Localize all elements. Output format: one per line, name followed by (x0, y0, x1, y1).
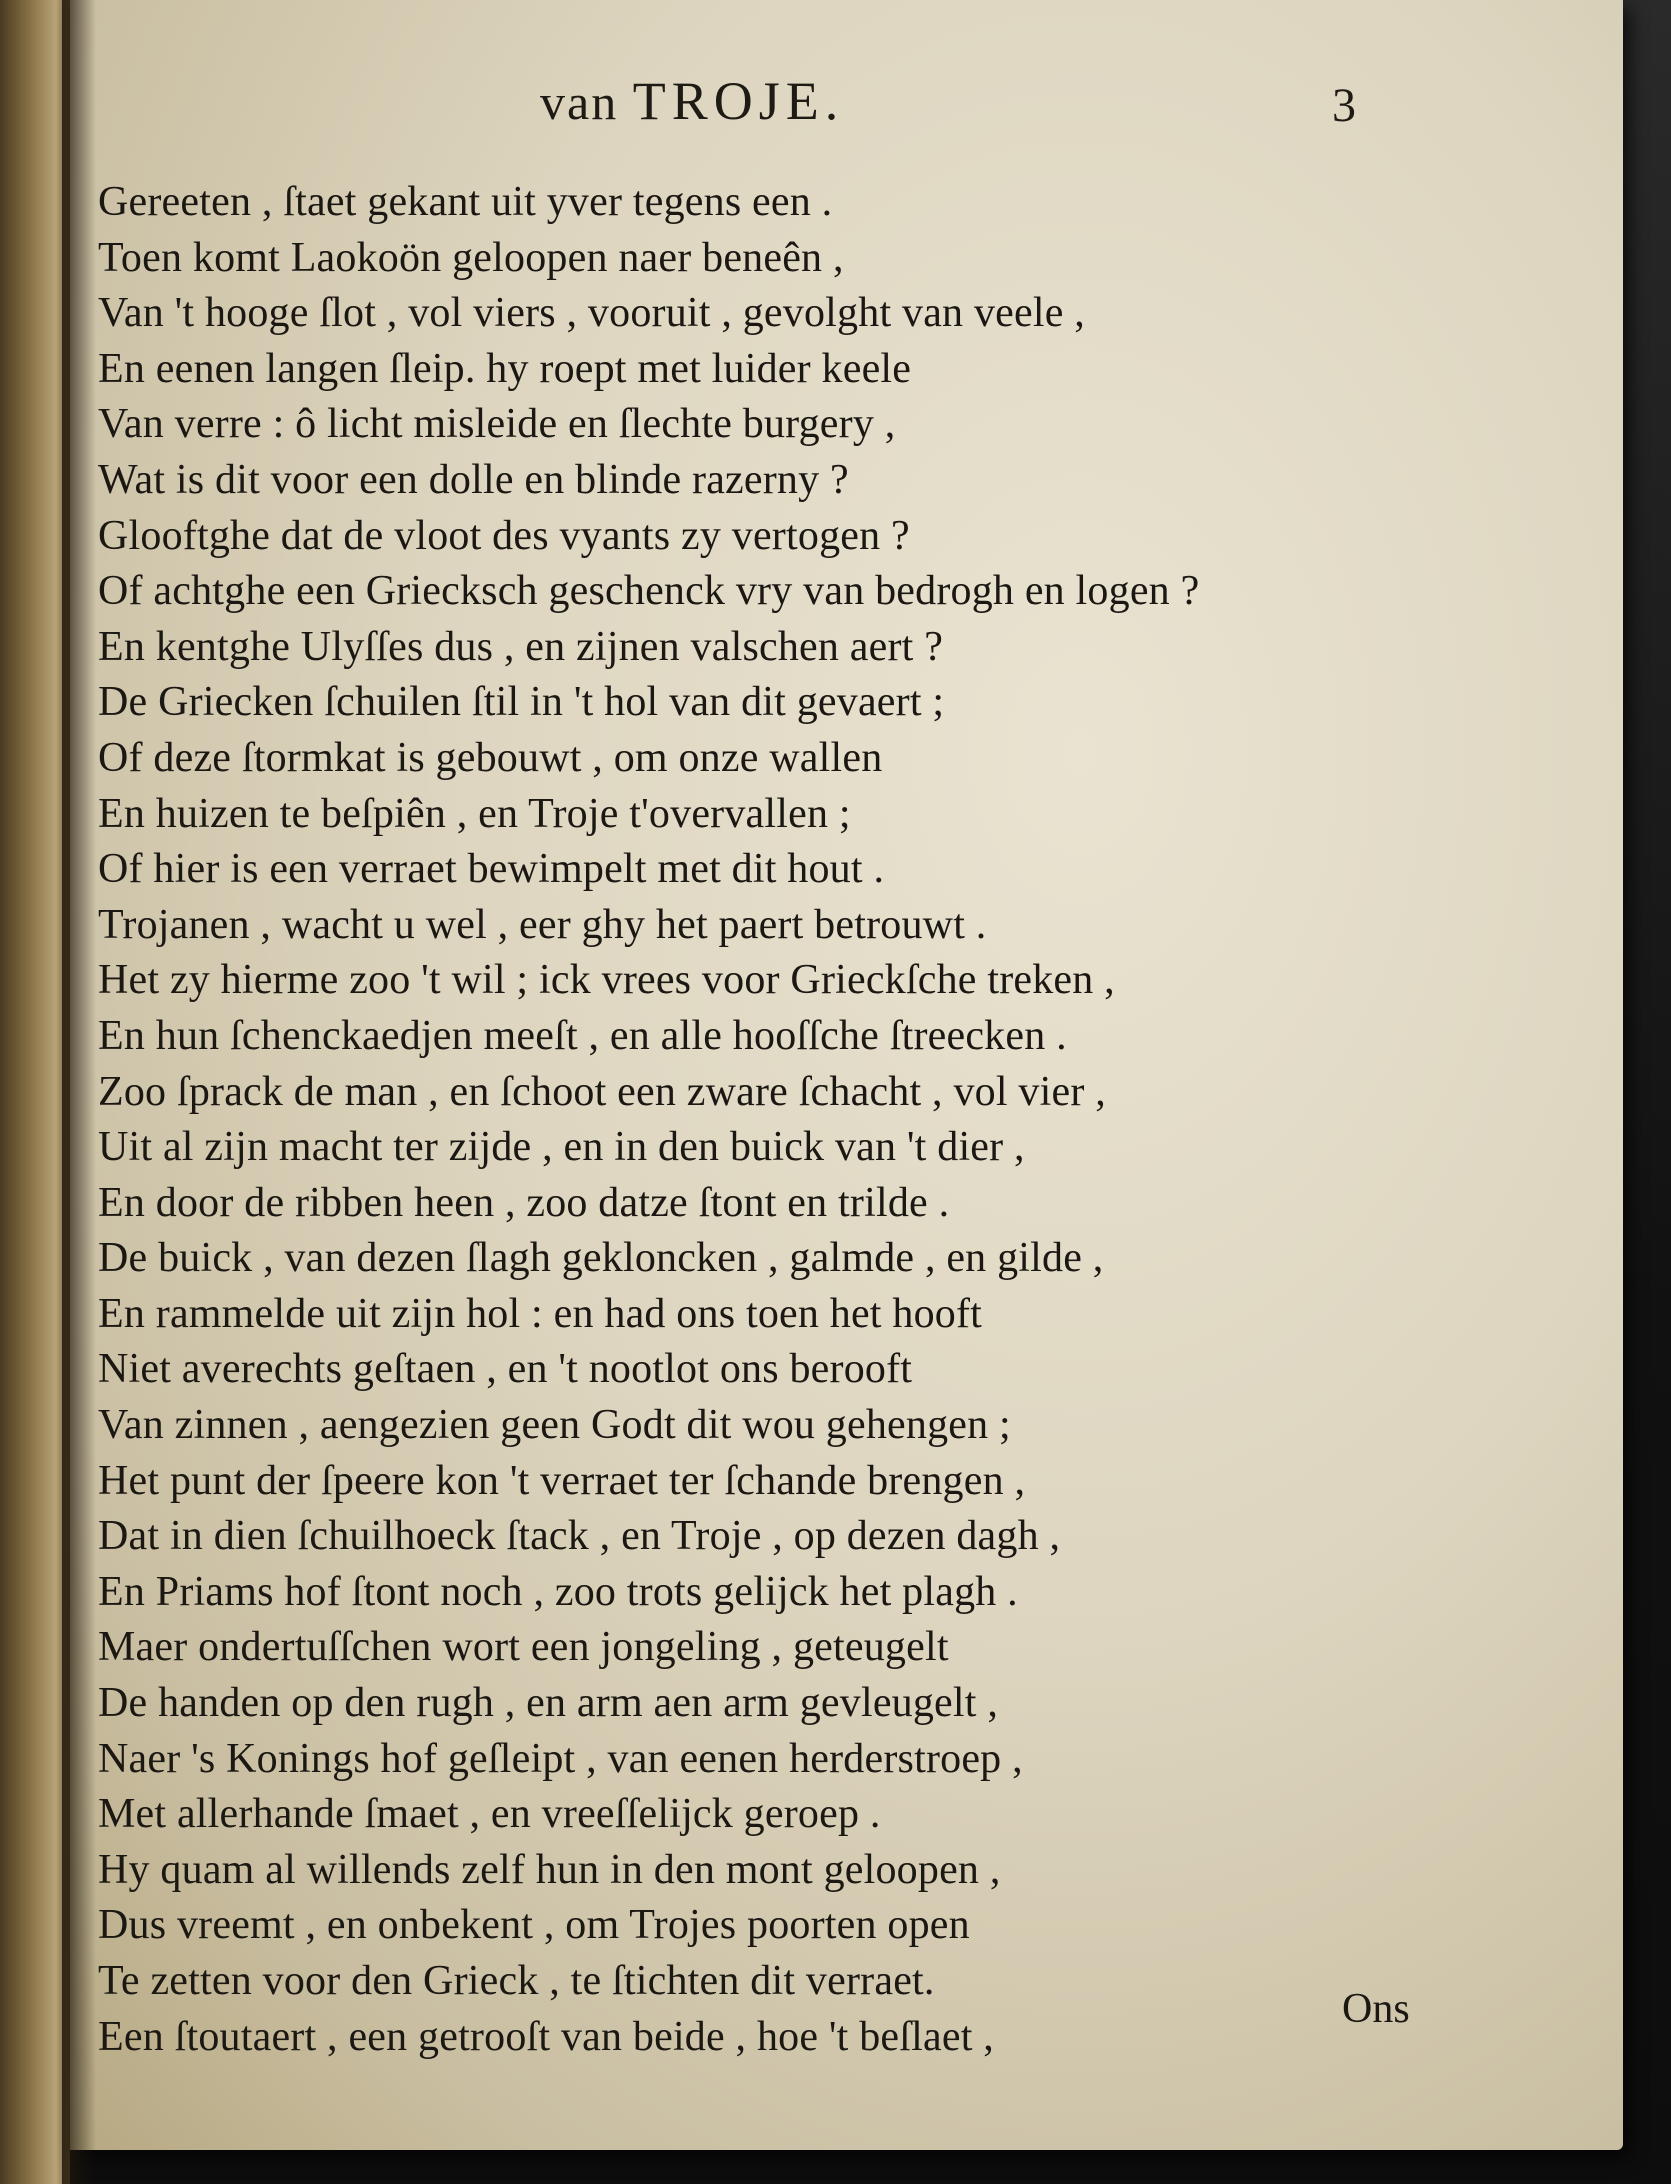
verse-text (98, 175, 1358, 2065)
verse-line: Toen komt Laokoön geloopen naer beneên , (98, 234, 844, 281)
verse-line: Het punt der ſpeere kon 't verraet ter ſchande brengen , (98, 1457, 1026, 1504)
verse-line: En eenen langen ſleip. hy roept met luider keele (98, 345, 912, 392)
adjacent-page-edge (0, 0, 70, 2184)
gutter-shadow (62, 0, 96, 2184)
running-head-title: TROJE. (632, 71, 845, 131)
verse-line: Trojanen , wacht u wel , eer ghy het paert betrouwt . (98, 901, 987, 948)
verse-line: Van zinnen , aengezien geen Godt dit wou gehengen ; (98, 1402, 1011, 1449)
verse-line: Niet averechts geſtaen , en 't nootlot ons berooft (98, 1346, 913, 1393)
book-page (70, 0, 1623, 2150)
verse-line: De Griecken ſchuilen ſtil in 't hol van dit gevaert ; (98, 679, 945, 726)
verse-line: Van 't hooge ſlot , vol viers , vooruit , gevolght van veele , (98, 290, 1085, 337)
verse-line: Of hier is een verraet bewimpelt met dit hout . (98, 846, 885, 893)
verse-line: Het zy hierme zoo 't wil ; ick vrees voor Grieckſche treken , (98, 957, 1115, 1004)
verse-line: Gereeten , ſtaet gekant uit yver tegens een . (98, 179, 833, 225)
verse-line: Te zetten voor den Grieck , te ſtichten dit verraet. (98, 1958, 935, 2004)
page-header (70, 70, 1623, 140)
verse-line: Dus vreemt , en onbekent , om Trojes poorten open (98, 1902, 970, 1949)
verse-line: Naer 's Konings hof geſleipt , van eenen herderstroep , (98, 1735, 1023, 1782)
verse-line: Of deze ſtormkat is gebouwt , om onze wallen (98, 734, 883, 781)
verse-line: Uit al zijn macht ter zijde , en in den buick van 't dier , (98, 1124, 1025, 1171)
verse-line: De handen op den rugh , en arm aen arm gevleugelt , (98, 1680, 999, 1727)
verse-line: En kentghe Ulyſſes dus , en zijnen valschen aert ? (98, 623, 944, 670)
verse-line: Glooftghe dat de vloot des vyants zy vertogen ? (98, 512, 910, 559)
verse-line: Wat is dit voor een dolle en blinde razerny ? (98, 456, 849, 503)
verse-line: En Priams hof ſtont noch , zoo trots gelijck het plagh . (98, 1568, 1018, 1615)
verse-line: En huizen te beſpiên , en Troje t'overvallen ; (98, 790, 851, 837)
verse-line: Van verre : ô licht misleide en ſlechte burgery , (98, 401, 896, 448)
verse-line: Maer ondertuſſchen wort een jongeling , geteugelt (98, 1624, 949, 1671)
running-head-prefix: van (540, 74, 619, 130)
catchword: Ons (1342, 1986, 1410, 2032)
verse-line: Zoo ſprack de man , en ſchoot een zware ſchacht , vol vier , (98, 1068, 1106, 1115)
verse-line: Of achtghe een Griecksch geschenck vry van bedrogh en logen ? (98, 568, 1200, 615)
verse-line: En door de ribben heen , zoo datze ſtont en trilde . (98, 1179, 950, 1226)
verse-line: Hy quam al willends zelf hun in den mont geloopen , (98, 1846, 1001, 1893)
running-head (540, 70, 844, 132)
page-number: 3 (1332, 79, 1356, 132)
verse-line: En rammelde uit zijn hol : en had ons toen het hooft (98, 1290, 983, 1337)
verse-line: Met allerhande ſmaet , en vreeſſelijck geroep . (98, 1791, 881, 1838)
verse-line: De buick , van dezen ſlagh gekloncken , galmde , en gilde , (98, 1235, 1104, 1282)
verse-line: Een ſtoutaert , een getrooſt van beide , hoe 't beſlaet , (98, 2013, 994, 2060)
verse-line: Dat in dien ſchuilhoeck ſtack , en Troje , op dezen dagh , (98, 1513, 1061, 1560)
verse-line: En hun ſchenckaedjen meeſt , en alle hooſſche ſtreecken . (98, 1012, 1067, 1059)
